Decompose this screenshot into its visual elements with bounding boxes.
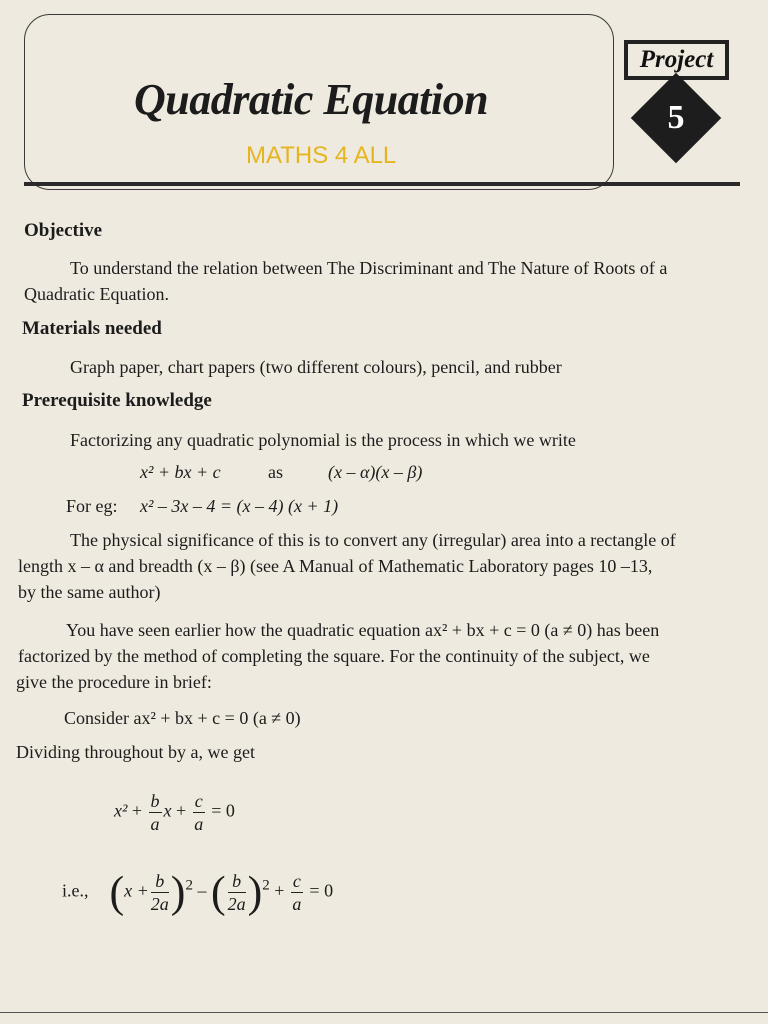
para2-line-1: You have seen earlier how the quadratic equation ax² + bx + c = 0 (a ≠ 0) has been bbox=[66, 620, 660, 640]
left-paren: ( bbox=[109, 867, 125, 917]
frac-num: b bbox=[228, 870, 246, 893]
objective-heading: Objective bbox=[24, 220, 103, 241]
para2-line-2: factorized by the method of completing the square. For the continuity of the subject, we bbox=[18, 646, 650, 666]
expr-as: as bbox=[268, 462, 283, 482]
prerequisite-intro: Factorizing any quadratic polynomial is the process in which we write bbox=[70, 430, 576, 450]
eg-label: For eg: bbox=[66, 496, 118, 516]
frac-num: c bbox=[194, 791, 203, 811]
eq2-rhs: = 0 bbox=[309, 880, 334, 901]
frac-den: a bbox=[292, 894, 302, 914]
eq1-rhs: = 0 bbox=[211, 800, 235, 821]
equation-1 bbox=[114, 790, 235, 835]
frac-num: c bbox=[292, 871, 301, 891]
eq1-frac-c-a bbox=[193, 790, 205, 835]
para1-line-3: by the same author) bbox=[18, 582, 161, 602]
expr-left: x² + bx + c bbox=[140, 462, 221, 482]
header-rule bbox=[24, 182, 740, 186]
materials-text: Graph paper, chart papers (two different colours), pencil, and rubber bbox=[70, 357, 562, 377]
eq1-plus: + bbox=[131, 800, 143, 821]
footer-rule bbox=[0, 1012, 768, 1013]
objective-line-1: To understand the relation between The Discriminant and The Nature of Roots of a bbox=[70, 258, 668, 278]
para2-line-3: give the procedure in brief: bbox=[16, 672, 212, 692]
eq1-frac-b-a bbox=[149, 790, 162, 835]
page-title: Quadratic Equation bbox=[134, 75, 489, 124]
materials-heading: Materials needed bbox=[22, 318, 162, 339]
expr-right: (x – α)(x – β) bbox=[328, 462, 423, 482]
eq2-minus: – bbox=[197, 880, 207, 901]
frac-den: a bbox=[150, 814, 160, 834]
eq2-exponent-2: 2 bbox=[262, 877, 270, 894]
prerequisite-heading: Prerequisite knowledge bbox=[22, 390, 212, 411]
para1-line-1: The physical significance of this is to convert any (irregular) area into a rectangle of bbox=[70, 530, 676, 550]
eq2-frac-c-a bbox=[291, 870, 303, 915]
eq2-frac-b-2a bbox=[151, 870, 169, 915]
eq1-x2: x² bbox=[114, 800, 128, 821]
eq2-plus: + bbox=[274, 880, 285, 901]
frac-den: a bbox=[194, 814, 204, 834]
consider-line: Consider ax² + bx + c = 0 (a ≠ 0) bbox=[64, 708, 301, 728]
equation-2 bbox=[62, 867, 334, 917]
frac-den: 2a bbox=[150, 894, 169, 914]
eg-expr: x² – 3x – 4 = (x – 4) (x + 1) bbox=[140, 496, 339, 516]
eq2-x-plus: x + bbox=[124, 880, 149, 901]
eq2-exponent: 2 bbox=[185, 877, 193, 894]
eq2-ie: i.e., bbox=[62, 880, 89, 901]
frac-den: 2a bbox=[227, 894, 246, 914]
frac-num: b bbox=[151, 870, 169, 893]
objective-line-2: Quadratic Equation. bbox=[24, 284, 169, 304]
eq1-plus-2: + bbox=[176, 800, 187, 821]
right-paren: ) bbox=[247, 867, 263, 917]
right-paren: ) bbox=[170, 867, 186, 917]
frac-num: b bbox=[150, 791, 160, 811]
project-label: Project bbox=[628, 44, 725, 76]
left-paren: ( bbox=[210, 867, 226, 917]
para1-line-2: length x – α and breadth (x – β) (see A Manual of Mathematic Laboratory pages 10 –13, bbox=[18, 556, 653, 576]
eq2-frac-b-2a-2 bbox=[228, 870, 246, 915]
project-number: 5 bbox=[667, 99, 685, 136]
dividing-line: Dividing throughout by a, we get bbox=[16, 742, 255, 762]
eq1-x: x bbox=[163, 800, 172, 821]
page-subtitle: MATHS 4 ALL bbox=[246, 142, 397, 169]
